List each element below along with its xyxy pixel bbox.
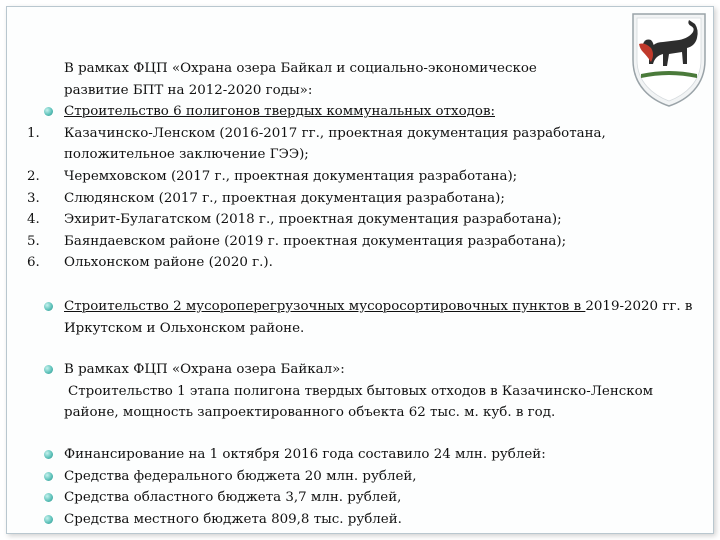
section1-heading-row (46, 101, 714, 123)
section3-paragraph (46, 359, 714, 424)
list-item-text: Черемховском (2017 г., проектная документация разработана); (64, 168, 518, 184)
list-number: 6. (27, 255, 40, 271)
bullet-icon (44, 107, 53, 116)
list-number: 2. (27, 168, 40, 184)
list-item-line-2: положительное заключение ГЭЭ); (64, 147, 309, 163)
list-item-text: Баяндаевском районе (2019 г. проектная документация разработана); (64, 233, 567, 249)
section3-heading: В рамках ФЦП «Охрана озера Байкал»: (64, 362, 345, 378)
section3-line-1: Строительство 1 этапа полигона твердых бытовых отходов в Казачинско-Ленском (68, 383, 654, 399)
section2-paragraph (46, 296, 714, 339)
list-item (27, 209, 714, 231)
list-number: 5. (27, 233, 40, 249)
bullet-icon (44, 515, 53, 524)
intro-line-2: развитие БПТ на 2012-2020 годы»: (64, 82, 313, 98)
funding-regional: Средства областного бюджета 3,7 млн. рублей, (64, 490, 402, 506)
list-item (27, 231, 714, 253)
list-item (46, 466, 714, 488)
section2-years: 2019-2020 гг. в (585, 298, 693, 314)
list-item (46, 487, 714, 509)
list-item (27, 252, 714, 274)
list-item-line-1: Казачинско-Ленском (2016-2017 гг., проектная документация разработана, (64, 125, 606, 141)
bullet-icon (44, 493, 53, 502)
list-item (27, 166, 714, 188)
bullet-icon (44, 450, 53, 459)
list-item-text: Ольхонском районе (2020 г.). (64, 255, 273, 271)
slide-body (27, 58, 714, 530)
list-number: 3. (27, 190, 40, 206)
section2-underlined: Строительство 2 мусороперегрузочных мусоросортировочных пунктов в (64, 298, 586, 314)
section2-line-2: Иркутском и Ольхонском районе. (64, 320, 305, 336)
bullet-icon (44, 365, 53, 374)
list-item (46, 444, 714, 466)
intro-line-1: В рамках ФЦП «Охрана озера Байкал и социально-экономическое (64, 61, 537, 76)
list-item (46, 509, 714, 531)
list-item (27, 123, 714, 166)
funding-local: Средства местного бюджета 809,8 тыс. рублей. (64, 511, 402, 527)
intro-paragraph (46, 58, 714, 101)
list-item (27, 188, 714, 210)
bullet-icon (44, 302, 53, 311)
list-number: 1. (27, 125, 40, 141)
list-item-text: Слюдянском (2017 г., проектная документация разработана); (64, 190, 505, 206)
funding-federal: Средства федерального бюджета 20 млн. рублей, (64, 468, 417, 484)
bullet-icon (44, 472, 53, 481)
list-number: 4. (27, 212, 40, 228)
funding-total: Финансирование на 1 октября 2016 года составило 24 млн. рублей: (64, 446, 546, 462)
section1-heading: Строительство 6 полигонов твердых коммунальных отходов: (64, 104, 495, 120)
section3-line-2: районе, мощность запроектированного объекта 62 тыс. м. куб. в год. (64, 405, 556, 421)
list-item-text: Эхирит-Булагатском (2018 г., проектная документация разработана); (64, 212, 562, 228)
